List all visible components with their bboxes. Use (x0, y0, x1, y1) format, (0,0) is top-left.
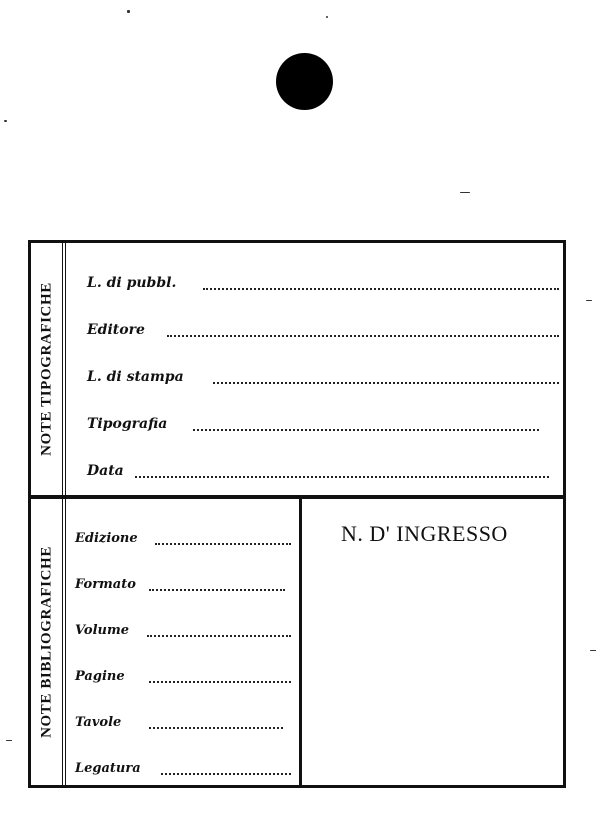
leader-pagine (149, 681, 291, 683)
field-tavole: Tavole (75, 715, 122, 730)
tipografiche-side-column (31, 243, 66, 495)
field-volume: Volume (75, 623, 129, 638)
scan-speck (6, 740, 12, 741)
field-luogo-pubblicazione: L. di pubbl. (87, 275, 177, 291)
leader-tipografia (193, 429, 539, 431)
catalog-card (28, 240, 566, 788)
bibliografiche-side-column (31, 499, 66, 785)
field-pagine: Pagine (75, 669, 125, 684)
field-luogo-stampa: L. di stampa (87, 369, 184, 385)
leader-luogo-stampa (213, 382, 559, 384)
leader-volume (147, 635, 291, 637)
scan-speck (586, 300, 592, 301)
field-formato: Formato (75, 577, 136, 592)
leader-luogo-pubblicazione (203, 288, 559, 290)
numero-ingresso-label: N. D' INGRESSO (341, 521, 508, 546)
leader-data (135, 476, 549, 478)
leader-tavole (149, 727, 283, 729)
leader-edizione (155, 543, 291, 545)
field-editore: Editore (87, 322, 145, 338)
scan-speck (127, 10, 130, 13)
tipografiche-title: NOTE TIPOGRAFICHE (38, 282, 54, 456)
field-tipografia: Tipografia (87, 416, 168, 432)
scan-speck (590, 650, 596, 651)
scan-speck (4, 120, 7, 122)
leader-editore (167, 335, 559, 337)
field-legatura: Legatura (75, 761, 141, 776)
leader-legatura (161, 773, 291, 775)
field-data: Data (87, 463, 124, 479)
scan-speck (326, 16, 328, 18)
leader-formato (149, 589, 285, 591)
tipografiche-section (31, 243, 563, 499)
field-edizione: Edizione (75, 531, 138, 546)
section-divider (299, 499, 302, 785)
bibliografiche-title: NOTE BIBLIOGRAFICHE (38, 546, 54, 738)
scan-speck (460, 192, 470, 193)
bibliografiche-section (31, 499, 563, 785)
punch-hole (276, 53, 333, 110)
